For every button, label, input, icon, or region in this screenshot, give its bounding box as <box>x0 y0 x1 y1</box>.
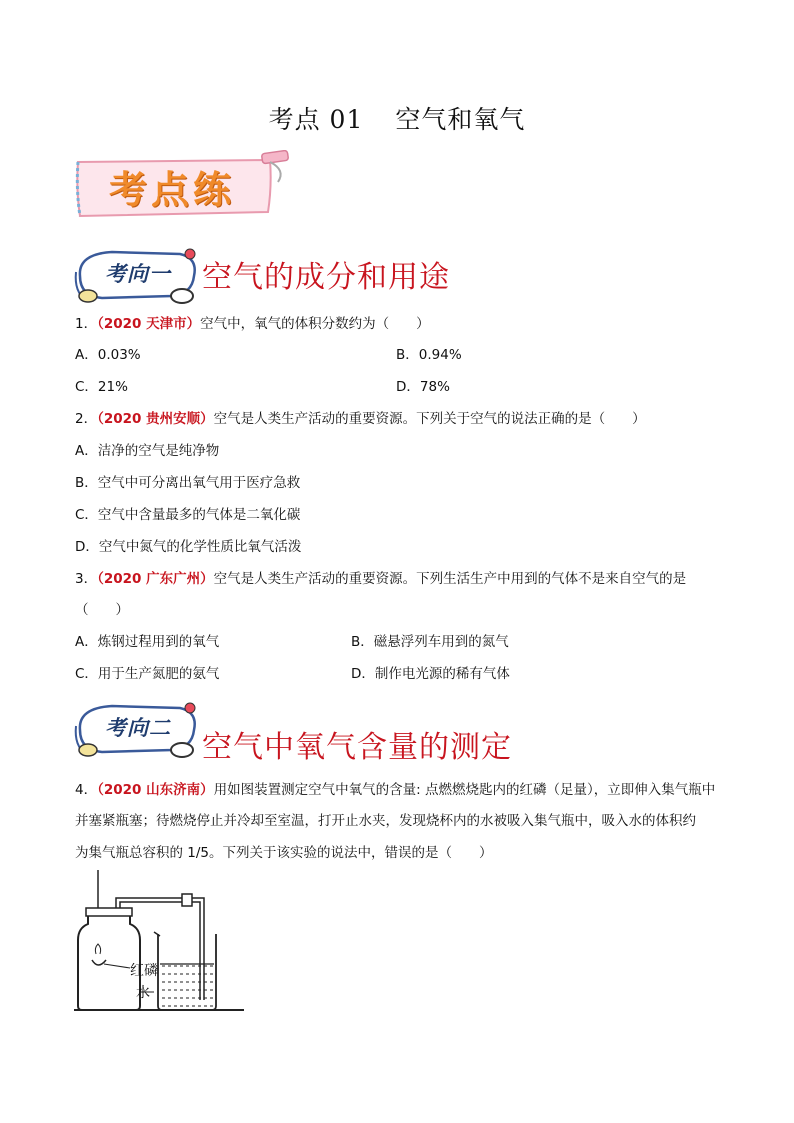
practice-banner <box>72 150 294 224</box>
question-source: （2020 贵州安顺） <box>97 411 214 427</box>
q3-option-d: D．制作电光源的稀有气体 <box>351 666 510 682</box>
question-2-stem: 2．（2020 贵州安顺）空气是人类生产活动的重要资源。下列关于空气的说法正确的是（ ） <box>75 411 646 427</box>
apparatus-drawing-icon <box>74 868 264 1013</box>
section-heading-2 <box>72 700 722 765</box>
label-phosphorus: 红磷 <box>130 963 158 979</box>
q2-option-d: D．空气中氮气的化学性质比氧气活泼 <box>75 539 302 555</box>
apparatus-figure <box>74 868 264 1013</box>
page-title <box>0 100 794 136</box>
section-badge-label: 考向二 <box>105 715 171 740</box>
q3-option-c: C．用于生产氮肥的氨气 <box>75 666 220 682</box>
section-badge-label: 考向一 <box>105 261 171 286</box>
question-4-stem: 4．（2020 山东济南）用如图装置测定空气中氧气的含量: 点燃燃烧匙内的红磷（足量），立即伸入集气瓶中 <box>75 782 716 798</box>
question-4-line3: 为集气瓶总容积的 1/5。下列关于该实验的说法中，错误的是（ ） <box>75 845 493 861</box>
section-heading-1 <box>72 246 722 308</box>
q1-option-a: A．0.03% <box>75 347 141 363</box>
title-part1: 考点 01 <box>268 105 364 134</box>
question-3-stem-cont: （ ） <box>75 602 129 618</box>
question-1-stem: 1．（2020 天津市）空气中，氧气的体积分数约为（ ） <box>75 316 430 332</box>
q1-option-d: D．78% <box>396 379 450 395</box>
question-source: （2020 天津市） <box>97 316 201 332</box>
title-part2: 空气和氧气 <box>395 105 526 134</box>
section-title: 空气中氧气含量的测定 <box>202 730 512 765</box>
question-source: （2020 山东济南） <box>97 782 214 798</box>
section-badge <box>72 700 202 762</box>
question-4-line2: 并塞紧瓶塞；待燃烧停止并冷却至室温，打开止水夹，发现烧杯内的水被吸入集气瓶中，吸入水的体积约 <box>75 813 696 829</box>
q2-option-c: C．空气中含量最多的气体是二氧化碳 <box>75 507 301 523</box>
question-source: （2020 广东广州） <box>97 571 214 587</box>
label-water: 水 <box>136 985 150 1001</box>
section-title: 空气的成分和用途 <box>202 260 450 295</box>
section-badge <box>72 246 202 308</box>
q2-option-a: A．洁净的空气是纯净物 <box>75 443 220 459</box>
q3-option-a: A．炼钢过程用到的氧气 <box>75 634 220 650</box>
q2-option-b: B．空气中可分离出氧气用于医疗急救 <box>75 475 301 491</box>
question-3-stem: 3．（2020 广东广州）空气是人类生产活动的重要资源。下列生活生产中用到的气体不是来自空气的是 <box>75 571 687 587</box>
q3-option-b: B．磁悬浮列车用到的氮气 <box>351 634 509 650</box>
q1-option-c: C．21% <box>75 379 128 395</box>
q1-option-b: B．0.94% <box>396 347 462 363</box>
practice-label: 考点练 <box>108 167 235 212</box>
